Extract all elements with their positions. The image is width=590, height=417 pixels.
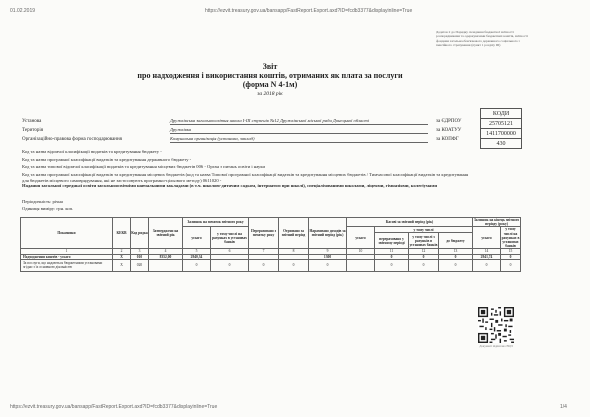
- cell-received: 0: [279, 259, 309, 271]
- cell-transferred: 0: [249, 259, 279, 271]
- th-kekv: КЕКВ: [113, 218, 131, 249]
- cell-budget: 0: [439, 259, 473, 271]
- field-label-institution: Установа: [22, 119, 42, 124]
- cell-spent-accounts: 0: [409, 259, 439, 271]
- cell-spent-period: 0: [375, 254, 409, 259]
- th-transferred: Перераховано з початку року: [249, 218, 279, 249]
- cell-balance-start-accounts: 0: [211, 259, 249, 271]
- col-num: 5: [183, 249, 211, 254]
- th-balance-start-accounts: у тому числі на рахунках в установах банків: [211, 227, 249, 249]
- cell-balance-start: 2940,34: [183, 254, 211, 259]
- page-url[interactable]: https://ezvit.treasury.gov.ua/bansapp/FastReport.Export.axd?ID=fcdb3377&displayinline=True: [205, 8, 413, 14]
- col-num: 2: [113, 249, 131, 254]
- th-balance-end: Залишок на кінець звітного періоду (року): [473, 218, 520, 227]
- cell-kekv: Х: [113, 254, 131, 259]
- code-kopfg: 430: [481, 139, 522, 149]
- page-counter: 1/4: [560, 404, 567, 410]
- col-num: 3: [131, 249, 149, 254]
- field-label-org-form: Організаційно-правова форма господарювання: [22, 137, 122, 142]
- codes-box: [480, 108, 522, 149]
- th-balance-end-total: усього: [473, 227, 501, 249]
- browser-footer-bar: [0, 404, 590, 412]
- col-num: 8: [279, 249, 309, 254]
- th-budget: до бюджету: [439, 233, 473, 249]
- report-title: Звіт: [262, 62, 278, 71]
- field-code-koatuu: за КОАТУУ: [436, 128, 462, 133]
- line-local-departmental-code: Код та назва типової відомчої класифікації видатків та кредитування місцевих бюджетів 006 - Орган з питань освіти і науки: [22, 164, 266, 169]
- appendix-note: Додаток 2 до Порядку складання бюджетної звітності розпорядниками та одержувачами бюджетних коштів, звітності фондами загальнообов'язкового державного соціального і пенсійного страхування (пункт 1 розділу III): [436, 30, 528, 48]
- cell-balance-end: 0: [473, 259, 501, 271]
- th-spent-in-period: перераховано у звітному періоді: [375, 233, 409, 249]
- th-row-code: Код рядка: [131, 218, 149, 249]
- col-num: 14: [473, 249, 501, 254]
- footer-url[interactable]: https://ezvit.treasury.gov.ua/bansapp/FastReport.Export.axd?ID=fcdb3377&displayinline=True: [10, 404, 218, 410]
- th-cash-total: усього: [347, 227, 375, 249]
- col-num: 11: [375, 249, 409, 254]
- report-table: [20, 217, 521, 272]
- line-departmental-code: Код та назва відомчої класифікації видатків та кредитування бюджету -: [22, 149, 162, 154]
- cell-balance-end: 2941,74: [473, 254, 501, 259]
- report-period: за 2018 рік: [257, 91, 283, 97]
- col-num: 15: [501, 249, 521, 254]
- cell-code: 020: [131, 259, 149, 271]
- field-value-institution: Дружківська загальноосвітня школа І-ІІІ ступенів №12 Дружківської міської ради Донецької області: [170, 117, 428, 125]
- cell-code: 010: [131, 254, 149, 259]
- th-balance-start: Залишок на початок звітного року: [183, 218, 249, 227]
- cell-kekv: Х: [113, 259, 131, 271]
- field-value-territory: Дружківка: [170, 126, 428, 134]
- table-row: [21, 259, 521, 271]
- cell-approved: 8352,00: [149, 254, 183, 259]
- qr-code-icon: [478, 307, 514, 343]
- row-label: Надходження коштів - усього: [21, 254, 113, 259]
- cell-budget: 0: [439, 254, 473, 259]
- line-local-program-code: Код та назва програмної класифікації видатків та кредитування місцевих бюджетів (код та назва Типової програмної класифікації видатків та кредитування місцевих бюджетів / Тимчасової класифікації видатків та кредитування для бюджетів місцевого самоврядування, які не застосовують програмно-цільового методу) 0611020 -: [22, 172, 469, 183]
- th-balance-start-total: усього: [183, 227, 211, 249]
- cell-balance-end-accounts: 0: [501, 254, 521, 259]
- th-balance-end-accounts: у тому числі на рахунках в установах банків: [501, 227, 520, 249]
- col-num: 10: [347, 249, 375, 254]
- cell-approved: [149, 259, 183, 271]
- qr-caption: Документ підписано ЕЦП: [479, 344, 513, 348]
- col-num: 4: [149, 249, 183, 254]
- field-code-edrpou: за ЄДРПОУ: [436, 119, 462, 124]
- cell-spent-period: 0: [375, 259, 409, 271]
- th-spent-from-accounts: у тому числі з рахунків в установах банків: [409, 234, 438, 248]
- line-state-program-code: Код та назва програмної класифікації видатків та кредитування державного бюджету -: [22, 157, 192, 162]
- row-label: За послуги, що надаються бюджетними установами згідно з їх основною діяльністю: [21, 259, 113, 271]
- col-num: 1: [21, 249, 113, 254]
- cell-balance-start: 0: [183, 259, 211, 271]
- cell-balance-end-accounts: 0: [501, 259, 521, 271]
- report-form-number: (форма N 4-1м): [242, 80, 298, 89]
- field-label-territory: Територія: [22, 128, 44, 133]
- th-indicators: Показники: [21, 218, 113, 249]
- th-cash-spent: Касові за звітний період (рік): [347, 218, 473, 227]
- line-unit: Одиниця виміру: грн. коп.: [22, 206, 74, 211]
- th-cash-incl: у тому числі: [375, 227, 473, 233]
- col-num: 6: [211, 249, 249, 254]
- th-approved: Затверджено на звітний рік: [149, 218, 183, 249]
- line-periodicity: Періодичність: річна: [22, 199, 63, 204]
- code-koatuu: 1411700000: [481, 129, 522, 139]
- field-value-org-form: Комунальна організація (установа, заклад): [170, 135, 428, 143]
- th-accrued: Нараховано доходів за звітний період (рік): [309, 218, 347, 249]
- col-num: 12: [409, 249, 439, 254]
- codes-header: КОДИ: [481, 109, 522, 119]
- code-edrpou: 25705121: [481, 119, 522, 129]
- browser-header-bar: [0, 8, 590, 16]
- cell-accrued: 1300: [309, 254, 347, 259]
- cell-cash-total: [347, 259, 375, 271]
- th-received: Отримано за звітний період: [279, 218, 309, 249]
- col-num: 13: [439, 249, 473, 254]
- line-program-name: Надання загальної середньої освіти загальноосвітніми навчальними закладами (в т.ч. школою-дитячим садком, інтернатом при школі), спеціалізованими школами, ліцеями, гімназіями, колегіумами: [22, 183, 438, 188]
- print-date: 01.02.2019: [10, 8, 36, 14]
- cell-accrued: 0: [309, 259, 347, 271]
- col-num: 9: [309, 249, 347, 254]
- col-num: 7: [249, 249, 279, 254]
- report-subtitle: про надходження і використання коштів, отриманих як плата за послуги: [137, 71, 403, 80]
- field-code-kopfg: за КОПФГ: [436, 137, 459, 142]
- cell-spent-accounts: 0: [409, 254, 439, 259]
